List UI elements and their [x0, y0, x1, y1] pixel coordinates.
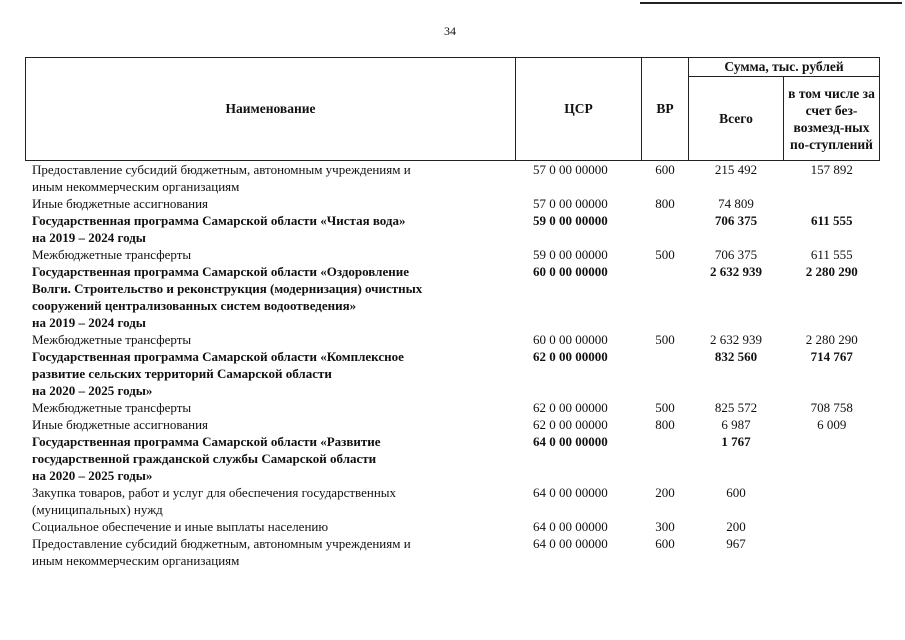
- row-total: 2 632 939: [710, 264, 762, 279]
- row-vr: 500: [655, 400, 675, 415]
- row-of-which: [784, 484, 880, 518]
- row-vr: [642, 433, 689, 484]
- row-of-which: 2 280 290: [805, 332, 858, 347]
- row-total: 825 572: [714, 400, 758, 415]
- row-name: Государственная программа Самарской области «Чистая вода» на 2019 – 2024 годы: [32, 213, 406, 245]
- row-name: Государственная программа Самарской области «Развитие государственной гражданской службы Самарской области на 2020 – 2025 годы»: [32, 434, 381, 483]
- table-row: [26, 195, 880, 212]
- row-name: Межбюджетные трансферты: [32, 247, 192, 262]
- table-row: [26, 263, 880, 331]
- table-row: [26, 535, 880, 569]
- row-of-which: 708 758: [810, 400, 853, 415]
- row-vr: 500: [655, 247, 675, 262]
- row-csr: 57 0 00 00000: [533, 196, 608, 211]
- row-vr: 300: [655, 519, 675, 534]
- table-row: [26, 348, 880, 399]
- header-of-which: в том числе за счет без-возмезд-ных по-ступлений: [784, 77, 880, 161]
- row-name: Государственная программа Самарской области «Комплексное развитие сельских территорий Самарской области на 2020 – 2025 годы»: [32, 349, 404, 398]
- row-csr: 64 0 00 00000: [533, 519, 608, 534]
- row-total: 967: [726, 536, 746, 551]
- row-of-which: 611 555: [810, 213, 853, 228]
- row-vr: 800: [655, 196, 675, 211]
- row-total: 600: [726, 485, 746, 500]
- row-of-which: [784, 535, 880, 569]
- row-vr: 500: [655, 332, 675, 347]
- row-name: Предоставление субсидий бюджетным, автономным учреждениям и иным некоммерческим организациям: [32, 536, 411, 568]
- row-total: 832 560: [714, 349, 758, 364]
- row-csr: 59 0 00 00000: [533, 247, 608, 262]
- row-csr: 59 0 00 00000: [533, 213, 608, 228]
- row-name: Иные бюджетные ассигнования: [32, 417, 209, 432]
- row-of-which: [784, 518, 880, 535]
- header-csr: ЦСР: [516, 58, 642, 161]
- row-csr: 64 0 00 00000: [533, 434, 608, 449]
- row-name: Иные бюджетные ассигнования: [32, 196, 209, 211]
- table-row: [26, 484, 880, 518]
- row-of-which: 611 555: [810, 247, 853, 262]
- row-vr: [642, 212, 689, 246]
- row-of-which: 714 767: [810, 349, 853, 364]
- table-row: [26, 416, 880, 433]
- row-of-which: 2 280 290: [805, 264, 858, 279]
- row-vr: [642, 263, 689, 331]
- row-of-which: 6 009: [817, 417, 847, 432]
- row-name: Социальное обеспечение и иные выплаты населению: [32, 519, 329, 534]
- row-total: 706 375: [714, 247, 758, 262]
- table-row: [26, 331, 880, 348]
- table-row: [26, 246, 880, 263]
- row-csr: 64 0 00 00000: [533, 485, 608, 500]
- row-name: Межбюджетные трансферты: [32, 332, 192, 347]
- table-row: [26, 433, 880, 484]
- table-row: [26, 161, 880, 196]
- row-total: 1 767: [721, 434, 751, 449]
- row-csr: 62 0 00 00000: [533, 349, 608, 364]
- table-row: [26, 518, 880, 535]
- budget-table: [25, 57, 880, 569]
- table-row: [26, 399, 880, 416]
- row-total: 6 987: [721, 417, 751, 432]
- header-vr: ВР: [642, 58, 689, 161]
- row-vr: 800: [655, 417, 675, 432]
- row-csr: 64 0 00 00000: [533, 536, 608, 551]
- row-vr: [642, 348, 689, 399]
- row-total: 706 375: [714, 213, 758, 228]
- row-of-which: [784, 195, 880, 212]
- row-of-which: 157 892: [810, 162, 853, 177]
- row-csr: 62 0 00 00000: [533, 417, 608, 432]
- row-vr: 600: [655, 536, 675, 551]
- row-total: 2 632 939: [710, 332, 762, 347]
- row-vr: 200: [655, 485, 675, 500]
- row-csr: 57 0 00 00000: [533, 162, 608, 177]
- row-vr: 600: [655, 162, 675, 177]
- header-sum: Сумма, тыс. рублей: [689, 58, 880, 77]
- table-row: [26, 212, 880, 246]
- row-csr: 62 0 00 00000: [533, 400, 608, 415]
- row-csr: 60 0 00 00000: [533, 264, 608, 279]
- page-number: 34: [444, 24, 456, 38]
- row-name: Государственная программа Самарской области «Оздоровление Волги. Строительство и реконструкция (модернизация) очистных сооружений централизованных систем водоотведения» на 2019 – 2024 годы: [32, 264, 423, 330]
- top-rule: [640, 2, 902, 4]
- row-total: 74 809: [718, 196, 754, 211]
- row-total: 200: [726, 519, 746, 534]
- row-name: Межбюджетные трансферты: [32, 400, 192, 415]
- row-total: 215 492: [714, 162, 758, 177]
- row-of-which: [784, 433, 880, 484]
- header-name: Наименование: [26, 58, 516, 161]
- row-csr: 60 0 00 00000: [533, 332, 608, 347]
- header-total: Всего: [689, 77, 784, 161]
- row-name: Закупка товаров, работ и услуг для обеспечения государственных (муниципальных) нужд: [32, 485, 397, 517]
- row-name: Предоставление субсидий бюджетным, автономным учреждениям и иным некоммерческим организациям: [32, 162, 411, 194]
